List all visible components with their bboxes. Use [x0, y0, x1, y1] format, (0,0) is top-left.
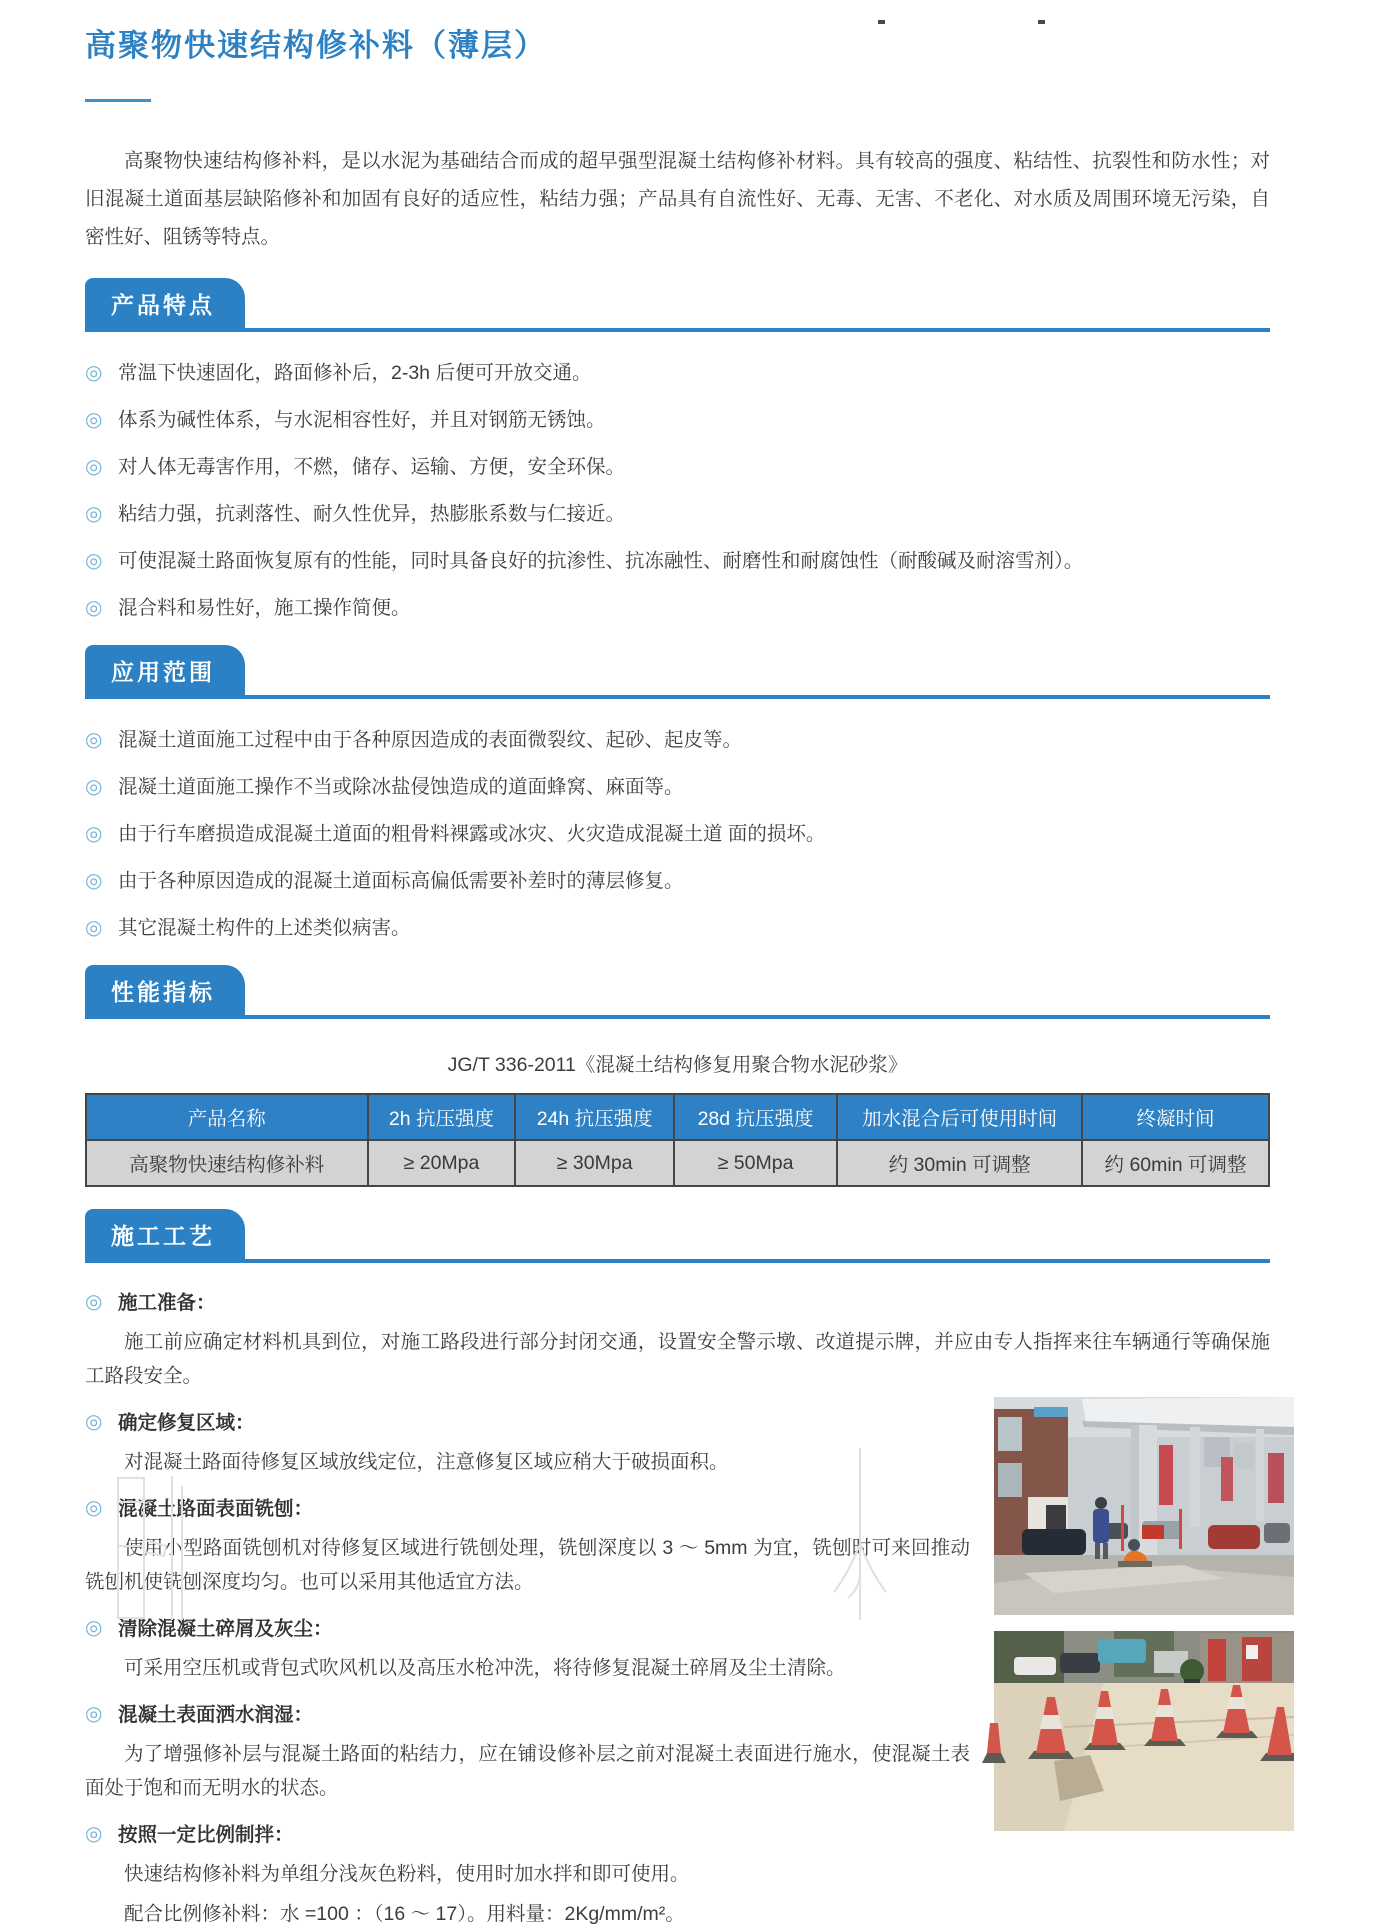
list-item [85, 913, 1270, 943]
double-circle-bullet-icon: ◎ [85, 362, 103, 384]
step-detail: 配合比例修补料：水 =100 ：（16 ～ 17）。用料量：2Kg/mm/m²。 [124, 1903, 685, 1925]
list-item [85, 819, 1270, 849]
section-header [85, 971, 1270, 1019]
step-heading [85, 1819, 1270, 1851]
list-item-text: 其它混凝土构件的上述类似病害。 [118, 917, 411, 939]
performance-table [85, 1093, 1270, 1187]
table-header-row [86, 1094, 1269, 1140]
table-header-cell: 产品名称 [86, 1094, 368, 1140]
table-cell: ≥ 20Mpa [368, 1140, 516, 1186]
step-heading [85, 1493, 1270, 1525]
intro-paragraph: 高聚物快速结构修补料，是以水泥为基础结合而成的超早强型混凝土结构修补材料。具有较高的强度、粘结性、抗裂性和防水性；对旧混凝土道面基层缺陷修补和加固有良好的适应性，粘结力强；产品具有自流性好、无毒、无害、不老化、对水质及周围环境无污染，自密性好、阻锈等特点。 [85, 150, 1270, 248]
table-header-cell: 加水混合后可使用时间 [837, 1094, 1082, 1140]
list-item [85, 593, 1270, 623]
list-item-text: 粘结力强，抗剥落性、耐久性优异，热膨胀系数与仁接近。 [118, 503, 626, 525]
double-circle-bullet-icon: ◎ [85, 917, 103, 939]
double-circle-bullet-icon: ◎ [85, 1291, 103, 1313]
step-detail: 使用小型路面铣刨机对待修复区域进行铣刨处理，铣刨深度以 3 ～ 5mm 为宜，铣刨时可来回推动铣刨机使铣刨深度均匀。也可以采用其他适宜方法。 [85, 1537, 970, 1593]
list-item-text: 常温下快速固化，路面修补后，2-3h 后便可开放交通。 [118, 362, 592, 384]
table-row [86, 1140, 1269, 1186]
page-title: 高聚物快速结构修补料（薄层） [85, 28, 547, 63]
list-item [85, 866, 1270, 896]
list-item-text: 由于各种原因造成的混凝土道面标高偏低需要补差时的薄层修复。 [118, 870, 684, 892]
list-item-text: 混合料和易性好，施工操作简便。 [118, 597, 411, 619]
double-circle-bullet-icon: ◎ [85, 823, 103, 845]
section-header-tab: 应用范围 [85, 645, 245, 695]
section-header-tab: 性能指标 [85, 965, 245, 1015]
section-header [85, 651, 1270, 699]
step-title: 混凝土路面表面铣刨： [118, 1498, 314, 1520]
document-page [0, 20, 1384, 1925]
list-item-text: 混凝土道面施工过程中由于各种原因造成的表面微裂纹、起砂、起皮等。 [118, 729, 743, 751]
feature-list [85, 358, 1270, 623]
list-item [85, 499, 1270, 529]
step-detail: 施工前应确定材料机具到位，对施工路段进行部分封闭交通，设置安全警示墩、改道提示牌，并应由专人指挥来往车辆通行等确保施工路段安全。 [85, 1331, 1270, 1387]
section-header [85, 1215, 1270, 1263]
table-header-cell: 终凝时间 [1082, 1094, 1269, 1140]
table-header-cell: 24h 抗压强度 [515, 1094, 674, 1140]
table-cell: 高聚物快速结构修补料 [86, 1140, 368, 1186]
list-item [85, 358, 1270, 388]
list-item-text: 混凝土道面施工操作不当或除冰盐侵蚀造成的道面蜂窝、麻面等。 [118, 776, 684, 798]
double-circle-bullet-icon: ◎ [85, 1823, 103, 1845]
traffic-cones-photo [994, 1631, 1294, 1831]
table-cell: ≥ 30Mpa [515, 1140, 674, 1186]
double-circle-bullet-icon: ◎ [85, 409, 103, 431]
step-title: 施工准备： [118, 1292, 216, 1314]
step-detail: 为了增强修补层与混凝土路面的粘结力，应在铺设修补层之前对混凝土表面进行施水，使混凝土表面处于饱和而无明水的状态。 [85, 1743, 970, 1799]
process-body [85, 1287, 1270, 1931]
double-circle-bullet-icon: ◎ [85, 597, 103, 619]
double-circle-bullet-icon: ◎ [85, 870, 103, 892]
step-title: 混凝土表面洒水润湿： [118, 1704, 314, 1726]
double-circle-bullet-icon: ◎ [85, 1617, 103, 1639]
step-title: 确定修复区域： [118, 1412, 255, 1434]
double-circle-bullet-icon: ◎ [85, 503, 103, 525]
double-circle-bullet-icon: ◎ [85, 729, 103, 751]
section-performance [85, 971, 1270, 1187]
section-process [85, 1215, 1270, 1931]
list-item [85, 452, 1270, 482]
double-circle-bullet-icon: ◎ [85, 1411, 103, 1433]
double-circle-bullet-icon: ◎ [85, 550, 103, 572]
section-header [85, 284, 1270, 332]
table-header-cell: 28d 抗压强度 [674, 1094, 837, 1140]
step-detail: 快速结构修补料为单组分浅灰色粉料，使用时加水拌和即可使用。 [124, 1863, 690, 1885]
section-header-tab: 产品特点 [85, 278, 245, 328]
process-step [85, 1819, 1270, 1931]
application-list [85, 725, 1270, 943]
step-detail: 对混凝土路面待修复区域放线定位，注意修复区域应稍大于破损面积。 [124, 1451, 729, 1473]
double-circle-bullet-icon: ◎ [85, 456, 103, 478]
step-heading [85, 1613, 1270, 1645]
list-item-text: 可使混凝土路面恢复原有的性能，同时具备良好的抗渗性、抗冻融性、耐磨性和耐腐蚀性（耐酸碱及耐溶雪剂）。 [118, 550, 1084, 572]
table-header-cell: 2h 抗压强度 [368, 1094, 516, 1140]
list-item-text: 由于行车磨损造成混凝土道面的粗骨料裸露或冰灾、火灾造成混凝土道 面的损坏。 [118, 823, 826, 845]
list-item-text: 体系为碱性体系，与水泥相容性好，并且对钢筋无锈蚀。 [118, 409, 606, 431]
step-heading [85, 1699, 1270, 1731]
list-item [85, 405, 1270, 435]
step-title: 清除混凝土碎屑及灰尘： [118, 1618, 333, 1640]
double-circle-bullet-icon: ◎ [85, 776, 103, 798]
double-circle-bullet-icon: ◎ [85, 1497, 103, 1519]
section-header-tab: 施工工艺 [85, 1209, 245, 1259]
table-cell: 约 30min 可调整 [837, 1140, 1082, 1186]
process-step [85, 1287, 1270, 1393]
section-features [85, 284, 1270, 623]
section-applications [85, 651, 1270, 943]
list-item [85, 772, 1270, 802]
table-cell: ≥ 50Mpa [674, 1140, 837, 1186]
list-item [85, 546, 1270, 576]
step-heading [85, 1407, 1270, 1439]
table-cell: 约 60min 可调整 [1082, 1140, 1269, 1186]
performance-standard-caption: JG/T 336-2011《混凝土结构修复用聚合物水泥砂浆》 [447, 1054, 908, 1076]
list-item-text: 对人体无毒害作用，不燃，储存、运输、方便，安全环保。 [118, 456, 626, 478]
title-underline [85, 99, 151, 102]
list-item [85, 725, 1270, 755]
step-detail: 可采用空压机或背包式吹风机以及高压水枪冲洗，将待修复混凝土碎屑及尘土清除。 [124, 1657, 846, 1679]
step-title: 按照一定比例制拌： [118, 1824, 294, 1846]
step-heading [85, 1287, 1270, 1319]
double-circle-bullet-icon: ◎ [85, 1703, 103, 1725]
